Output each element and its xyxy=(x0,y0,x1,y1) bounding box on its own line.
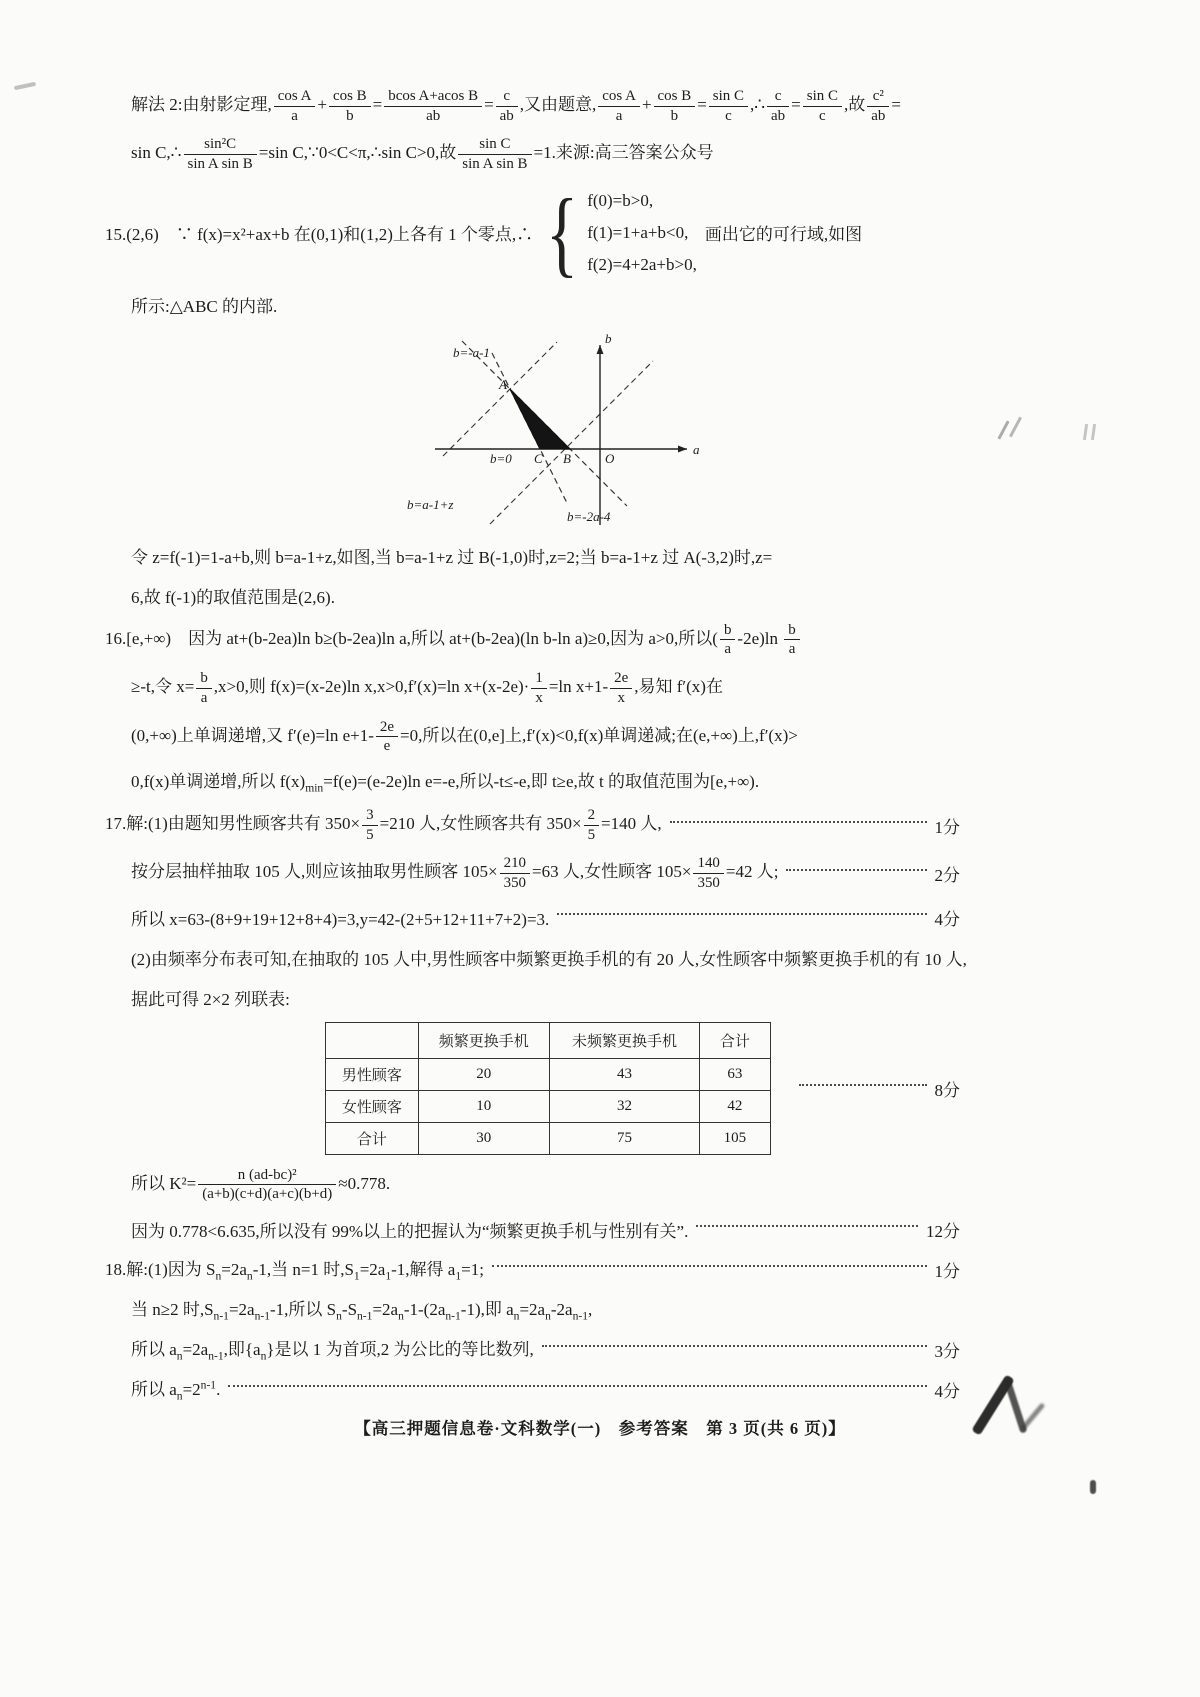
dotted-leader xyxy=(492,1264,927,1267)
dotted-leader xyxy=(228,1384,926,1387)
solution2-line-2 xyxy=(131,134,960,174)
cell-value: 30 xyxy=(418,1122,549,1154)
problem-17-line-2 xyxy=(131,853,960,893)
line-text: 所以 x=63-(8+9+19+12+8+4)=3,y=42-(2+5+12+11+7+2)=3. xyxy=(131,910,550,930)
case-1: f(0)=b>0, xyxy=(587,190,654,210)
line-text: 当 n≥2 时$,S_{n-1}=2a_{n-1}-1$,所以 $S_n-S_{n-1}=2a_n-1-(2a_{n-1}-1)$,即 $a_n=2a_n-2a_{n-1}$, xyxy=(131,1300,593,1323)
line-text: 17.解:(1)由题知男性顾客共有 350× $\frac{3}{5}$ =210 人,女性顾客共有 350× $\frac{2}{5}$ =140 人, xyxy=(105,806,662,843)
header-cell-blank xyxy=(326,1022,419,1058)
problem-17-k2-line xyxy=(131,1165,960,1205)
problem-18-line-4 xyxy=(131,1373,960,1405)
line-text: sin C,∴ $\frac{\text{sin²C}}{\text{sin A sin B}}$ =sin C,∵0<C<π,∴sin C>0,故 $\frac{\text{sin C}}{\text{sin A sin B}}$ =1.来源:高三答案公众号 xyxy=(131,136,714,173)
problem-17-line-1 xyxy=(105,805,960,845)
line-text: 令 z=f(-1)=1-a+b,则 b=a-1+z,如图,当 b=a-1+z 过 B(-1,0)时,z=2;当 b=a-1+z 过 A(-3,2)时,z= xyxy=(131,548,773,568)
problem-18-line-2 xyxy=(131,1293,960,1325)
cell-value: 105 xyxy=(700,1122,770,1154)
feasible-region-graph xyxy=(405,329,960,532)
line-text: 所示:△ABC 的内部. xyxy=(131,297,278,317)
line-text: 16.[e,+∞) 因为 at+(b-2ea)ln b≥(b-2ea)ln a,所以 at+(b-2ea)(ln b-ln a)≥0,因为 a>0,所以( $\frac{b}{a}$ -2e)ln $\frac{b}{a}$ xyxy=(105,620,802,660)
case-3: f(2)=4+2a+b>0, xyxy=(587,254,697,274)
line-text: 18.解:(1)因为 $S_n=2a_n-1$,当 n=1 时$,S_1=2a_1-1$,解得 $a_1=1$; xyxy=(105,1260,484,1283)
case-2: f(1)=1+a+b<0, xyxy=(587,222,689,242)
problem-15-line-2 xyxy=(131,289,960,321)
problem-18-line-1 xyxy=(105,1253,960,1285)
problem-15-line-3 xyxy=(131,540,960,572)
line-text: 所以 K²= $\frac{\text{n (ad-bc)²}}{(a+b)(c+d)(a+c)(b+d)}$ ≈0.778. xyxy=(131,1166,391,1203)
problem-18-line-3 xyxy=(131,1333,960,1365)
line3-label: b=a-1+z xyxy=(407,496,454,512)
score-label: 2分 xyxy=(934,865,960,885)
header-cell-total: 合计 xyxy=(700,1022,770,1058)
problem-17-line-4 xyxy=(131,942,967,974)
inequality-system xyxy=(587,185,697,281)
cell-value: 10 xyxy=(418,1090,549,1122)
curly-brace: { xyxy=(546,178,579,286)
cell-value: 32 xyxy=(549,1090,700,1122)
cell-value: 20 xyxy=(418,1058,549,1090)
point-C-label: C xyxy=(534,450,543,466)
dotted-leader xyxy=(557,912,926,915)
problem-15 xyxy=(105,178,960,286)
score-label: 4分 xyxy=(934,1381,960,1401)
origin-label: O xyxy=(605,450,615,466)
line-text: 解法 2:由射影定理, $\frac{\text{cos A}}{a}$ + $\frac{\text{cos B}}{b}$ = $\frac{\text{bcos A+acos B}}{ab}$ = $\frac{c}{ab}$ ,又由题意, $\frac{\text{cos A}}{a}$ + $\frac{\text{cos B}}{b}$ = $\frac{\text{sin C}}{c}$ ,∴ $\frac{c}{ab}$ = $\frac{\text{sin C}}{c}$ ,故 $\frac{\text{c²}}{ab}$ = xyxy=(131,88,901,124)
contingency-table xyxy=(325,1022,771,1155)
score-label: 3分 xyxy=(934,1341,960,1361)
line1-label: b=-a-1 xyxy=(453,344,490,360)
dotted-leader xyxy=(670,820,927,823)
row-label: 女性顾客 xyxy=(326,1090,419,1122)
line-text: 所以 $a_n=2a_{n-1}$,即$\{a_n\}$是以 1 为首项,2 为公比的等比数列, xyxy=(131,1340,534,1363)
line-text: (0,+∞)上单调递增,又 f′(e)=ln e+1- $\frac{2e}{e}$ =0,所以在(0,e]上,f′(x)<0,f(x)单调递减;在(e,+∞)上,f′(x)> xyxy=(131,718,798,755)
page-footer: 【高三押题信息卷·文科数学(一) 参考答案 第 3 页(共 6 页)】 xyxy=(354,1419,846,1438)
table-row xyxy=(326,1122,771,1154)
b-axis-arrow xyxy=(597,345,604,354)
problem-17-line-3 xyxy=(131,902,960,934)
dotted-leader xyxy=(799,1083,927,1086)
problem-16-line-4 xyxy=(131,765,960,797)
score-label: 1分 xyxy=(934,1261,960,1281)
point-B-label: B xyxy=(563,450,571,466)
row-label: 男性顾客 xyxy=(326,1058,419,1090)
score-label: 12分 xyxy=(926,1221,960,1241)
dotted-leader xyxy=(542,1344,927,1347)
line-text: 据此可得 2×2 列联表: xyxy=(131,990,290,1010)
line-text: 因为 0.778<6.635,所以没有 99%以上的把握认为“频繁更换手机与性别有关”. xyxy=(131,1221,689,1241)
solution2-line-1 xyxy=(131,86,960,126)
line-text: ≥-t,令 x= $\frac{b}{a}$ ,x>0,则 f(x)=(x-2e)ln x,x>0,f′(x)=ln x+(x-2e)· $\frac{1}{x}$ =ln x+1- $\frac{2e}{x}$ ,易知 f′(x)在 xyxy=(131,670,723,706)
a-axis-arrow xyxy=(678,445,687,452)
score-label: 4分 xyxy=(934,910,960,930)
line-text: 所以 $a_n=2^{n-1}$. xyxy=(131,1378,221,1403)
table-row xyxy=(326,1090,771,1122)
cell-value: 42 xyxy=(700,1090,770,1122)
b-axis-label: b xyxy=(605,330,612,346)
shaded-triangle-ABC xyxy=(510,389,570,449)
contingency-table-block xyxy=(325,1022,960,1155)
row-label: 合计 xyxy=(326,1122,419,1154)
point-A-label: A xyxy=(499,376,507,392)
dotted-leader xyxy=(786,868,926,871)
problem-17-line-5 xyxy=(131,982,960,1014)
problem-15-outro: 画出它的可行域,如图 xyxy=(704,225,863,245)
problem-16-line-2 xyxy=(131,668,960,708)
graph-svg xyxy=(405,329,705,527)
problem-17-conclusion-line xyxy=(131,1213,960,1245)
line2-label: b=0 xyxy=(490,450,512,466)
line4-label: b=-2a-4 xyxy=(567,508,611,524)
header-cell-frequent: 频繁更换手机 xyxy=(418,1022,549,1058)
problem-16-line-1 xyxy=(105,620,960,660)
table-score xyxy=(799,1076,961,1101)
line-through-B xyxy=(490,361,653,524)
cell-value: 75 xyxy=(549,1122,700,1154)
table-row xyxy=(326,1058,771,1090)
line-text: (2)由频率分布表可知,在抽取的 105 人中,男性顾客中频繁更换手机的有 20 人,女性顾客中频繁更换手机的有 10 人, xyxy=(131,950,967,970)
scan-artifact xyxy=(1090,1480,1096,1494)
line-text: 6,故 f(-1)的取值范围是(2,6). xyxy=(131,588,335,608)
cell-value: 43 xyxy=(549,1058,700,1090)
problem-16-line-3 xyxy=(131,717,960,757)
problem-15-intro: 15.(2,6) ∵ f(x)=x²+ax+b 在(0,1)和(1,2)上各有 1 个零点,∴ xyxy=(105,225,534,245)
header-cell-not-frequent: 未频繁更换手机 xyxy=(549,1022,700,1058)
problem-15-line-4 xyxy=(131,580,960,612)
score-label: 1分 xyxy=(934,817,960,837)
cell-value: 63 xyxy=(700,1058,770,1090)
line-text: 按分层抽样抽取 105 人,则应该抽取男性顾客 105× $\frac{210}{350}$ =63 人,女性顾客 105× $\frac{140}{350}$ =42 人; xyxy=(131,855,779,891)
dotted-leader xyxy=(696,1224,918,1227)
score-label: 8分 xyxy=(934,1080,960,1100)
line-text: 0,f(x)单调递增,所以 $f(x)_{min}=f(e)=(e-2e)\ln$ e=-e,所以-t≤-e,即 t≥e,故 t 的取值范围为[e,+∞). xyxy=(131,772,760,795)
table-header-row xyxy=(326,1022,771,1058)
a-axis-label: a xyxy=(693,441,700,457)
